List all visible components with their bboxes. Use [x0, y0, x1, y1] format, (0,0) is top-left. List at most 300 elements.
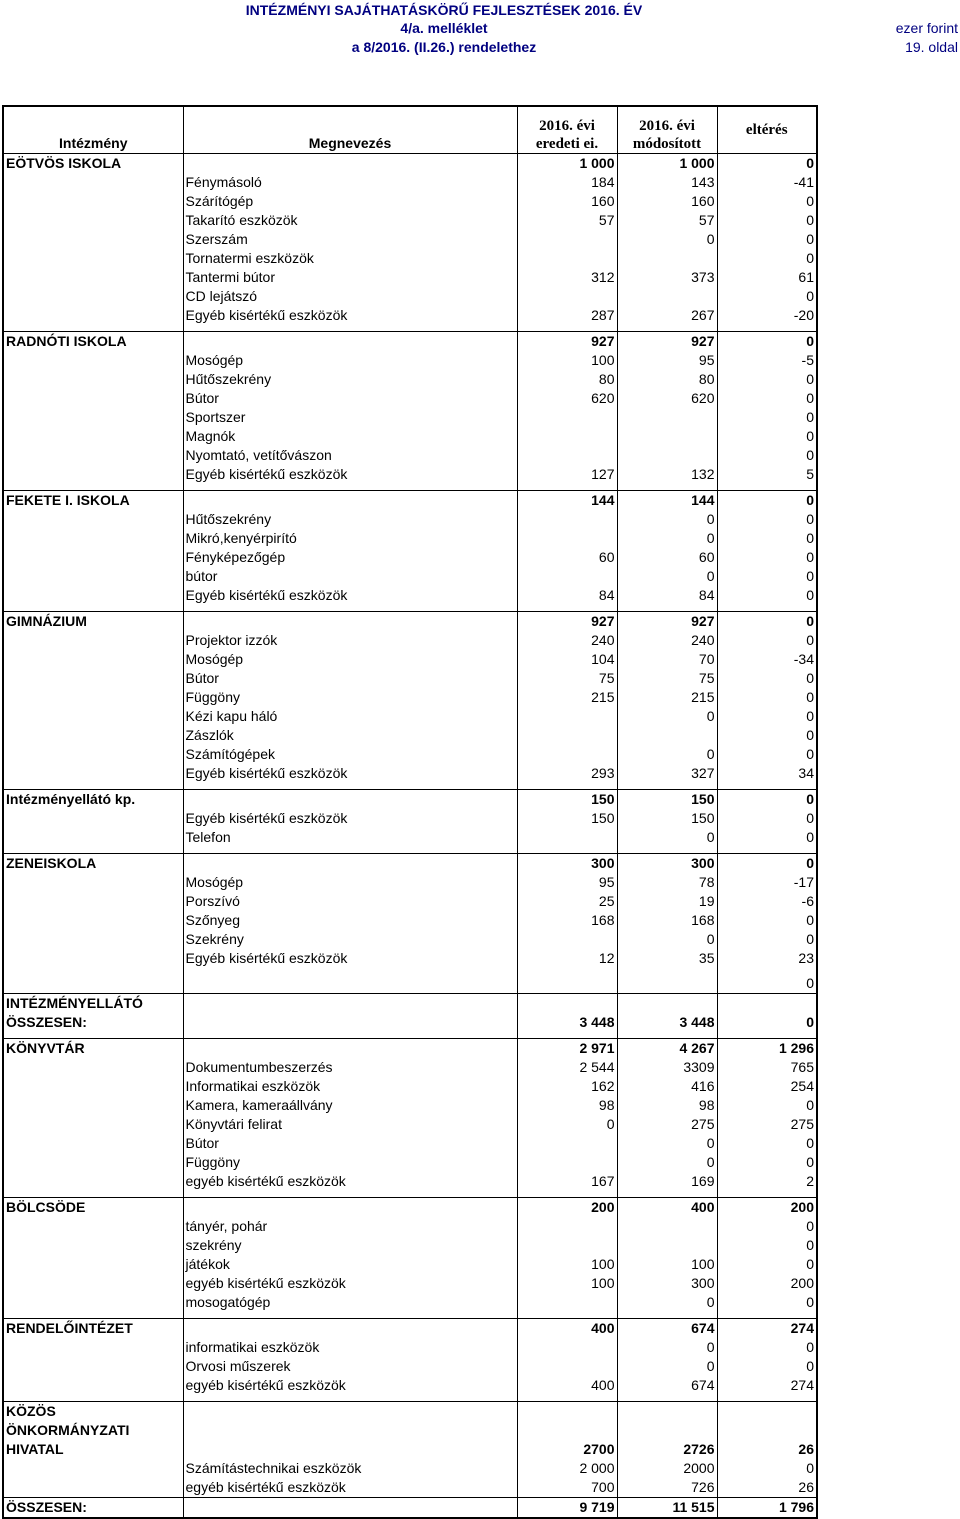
item-name: Zászlók: [183, 726, 517, 745]
difference-amount: 274: [717, 1319, 817, 1339]
item-original: [517, 446, 617, 465]
item-institution-blank: [3, 764, 183, 783]
item-original: [517, 529, 617, 548]
item-name: Egyéb kisértékű eszközök: [183, 586, 517, 605]
item-row: [3, 567, 817, 586]
item-name: Egyéb kisértékű eszközök: [183, 809, 517, 828]
subtotal-blank: [517, 974, 617, 994]
subtotal-name: [3, 994, 183, 1033]
difference-amount: 0: [717, 491, 817, 511]
item-row: [3, 1172, 817, 1191]
item-difference: 765: [717, 1058, 817, 1077]
item-row: [3, 586, 817, 605]
item-original: 400: [517, 1376, 617, 1395]
item-difference: 0: [717, 688, 817, 707]
item-original: [517, 1153, 617, 1172]
item-name: Sportszer: [183, 408, 517, 427]
item-modified: 168: [617, 911, 717, 930]
item-original: 0: [517, 1115, 617, 1134]
item-original: 2 544: [517, 1058, 617, 1077]
item-original: 57: [517, 211, 617, 230]
item-row: [3, 465, 817, 484]
item-difference: 274: [717, 1376, 817, 1395]
item-institution-blank: [3, 211, 183, 230]
item-row: [3, 1274, 817, 1293]
item-name: Porszívó: [183, 892, 517, 911]
item-row: [3, 1153, 817, 1172]
item-difference: -34: [717, 650, 817, 669]
item-name: Szerszám: [183, 230, 517, 249]
item-name: Orvosi műszerek: [183, 1357, 517, 1376]
item-name: CD lejátszó: [183, 287, 517, 306]
item-modified: [617, 1217, 717, 1236]
col-name-header: Megnevezés: [183, 106, 517, 154]
item-original: [517, 1236, 617, 1255]
item-difference: 275: [717, 1115, 817, 1134]
item-name: Egyéb kisértékű eszközök: [183, 465, 517, 484]
item-row: [3, 351, 817, 370]
item-name: Tornatermi eszközök: [183, 249, 517, 268]
item-institution-blank: [3, 631, 183, 650]
item-difference: 0: [717, 287, 817, 306]
item-name: Mikró,kenyérpirító: [183, 529, 517, 548]
item-name: bútor: [183, 567, 517, 586]
item-name: Telefon: [183, 828, 517, 847]
item-row: [3, 370, 817, 389]
item-name: Mosógép: [183, 351, 517, 370]
institution-blank: [183, 612, 517, 632]
item-row: [3, 268, 817, 287]
item-row: [3, 1217, 817, 1236]
item-modified: 150: [617, 809, 717, 828]
subtotal-blank: [617, 974, 717, 994]
item-difference: -20: [717, 306, 817, 325]
item-name: szekrény: [183, 1236, 517, 1255]
original-amount: 927: [517, 612, 617, 632]
table-header-row: [3, 106, 817, 154]
item-original: 215: [517, 688, 617, 707]
institution-name: BÖLCSÖDE: [3, 1198, 183, 1218]
item-difference: 0: [717, 1255, 817, 1274]
original-amount: 144: [517, 491, 617, 511]
item-name: Egyéb kisértékű eszközök: [183, 949, 517, 968]
item-original: 98: [517, 1096, 617, 1115]
item-difference: -41: [717, 173, 817, 192]
item-modified: 75: [617, 669, 717, 688]
item-original: [517, 230, 617, 249]
item-difference: 0: [717, 1357, 817, 1376]
original-amount: 1 000: [517, 154, 617, 174]
item-row: [3, 1058, 817, 1077]
item-name: informatikai eszközök: [183, 1338, 517, 1357]
item-modified: [617, 1236, 717, 1255]
item-original: [517, 510, 617, 529]
item-difference: 0: [717, 510, 817, 529]
institution-row: [3, 1319, 817, 1339]
item-original: [517, 249, 617, 268]
difference-amount: 0: [717, 854, 817, 874]
unit-label: ezer forint: [895, 20, 958, 36]
item-row: [3, 1077, 817, 1096]
item-original: 700: [517, 1478, 617, 1498]
item-difference: 0: [717, 192, 817, 211]
item-row: [3, 173, 817, 192]
item-modified: 0: [617, 828, 717, 847]
item-institution-blank: [3, 1338, 183, 1357]
subtotal-extra: 0: [717, 974, 817, 994]
item-difference: 34: [717, 764, 817, 783]
item-row: [3, 1293, 817, 1312]
original-amount: 2700: [517, 1402, 617, 1460]
item-modified: 98: [617, 1096, 717, 1115]
item-name: tányér, pohár: [183, 1217, 517, 1236]
item-modified: 215: [617, 688, 717, 707]
item-institution-blank: [3, 745, 183, 764]
item-difference: 254: [717, 1077, 817, 1096]
item-original: 104: [517, 650, 617, 669]
subtotal-name-line: ÖSSZESEN:: [6, 1014, 87, 1030]
item-difference: 0: [717, 389, 817, 408]
modified-amount: 1 000: [617, 154, 717, 174]
item-original: 25: [517, 892, 617, 911]
item-modified: 35: [617, 949, 717, 968]
item-difference: 0: [717, 1153, 817, 1172]
institution-name: FEKETE I. ISKOLA: [3, 491, 183, 511]
item-difference: 0: [717, 370, 817, 389]
item-institution-blank: [3, 809, 183, 828]
institution-name: [3, 1402, 183, 1460]
item-modified: [617, 408, 717, 427]
institution-row: [3, 790, 817, 810]
modified-amount: 300: [617, 854, 717, 874]
item-original: 168: [517, 911, 617, 930]
item-row: [3, 949, 817, 968]
item-difference: 0: [717, 446, 817, 465]
item-difference: 0: [717, 548, 817, 567]
item-institution-blank: [3, 389, 183, 408]
institution-row: [3, 1039, 817, 1059]
item-difference: 0: [717, 1134, 817, 1153]
item-institution-blank: [3, 446, 183, 465]
item-modified: 84: [617, 586, 717, 605]
item-modified: [617, 427, 717, 446]
item-modified: 100: [617, 1255, 717, 1274]
subtotal-blank: [183, 994, 517, 1033]
item-institution-blank: [3, 1096, 183, 1115]
item-modified: [617, 726, 717, 745]
item-original: [517, 1293, 617, 1312]
item-name: Hűtőszekrény: [183, 510, 517, 529]
item-modified: 132: [617, 465, 717, 484]
item-institution-blank: [3, 1134, 183, 1153]
item-row: [3, 211, 817, 230]
modified-amount: 4 267: [617, 1039, 717, 1059]
item-name: Egyéb kisértékű eszközök: [183, 764, 517, 783]
item-original: 100: [517, 1274, 617, 1293]
item-difference: 0: [717, 1459, 817, 1478]
item-row: [3, 427, 817, 446]
item-difference: 0: [717, 529, 817, 548]
item-institution-blank: [3, 828, 183, 847]
item-difference: 0: [717, 211, 817, 230]
subtotal-original: 3 448: [517, 994, 617, 1033]
item-modified: 78: [617, 873, 717, 892]
modified-amount: 927: [617, 612, 717, 632]
item-row: [3, 688, 817, 707]
difference-amount: 0: [717, 790, 817, 810]
item-modified: 674: [617, 1376, 717, 1395]
institution-blank: [183, 154, 517, 174]
institution-name: GIMNÁZIUM: [3, 612, 183, 632]
institution-blank: [183, 790, 517, 810]
item-original: [517, 930, 617, 949]
item-modified: 3309: [617, 1058, 717, 1077]
item-institution-blank: [3, 688, 183, 707]
item-modified: 0: [617, 1293, 717, 1312]
item-modified: 95: [617, 351, 717, 370]
institution-blank: [183, 1319, 517, 1339]
item-original: 184: [517, 173, 617, 192]
item-row: [3, 631, 817, 650]
item-modified: 0: [617, 930, 717, 949]
institution-blank: [183, 1198, 517, 1218]
institution-name-line: ÖNKORMÁNYZATI: [6, 1422, 130, 1438]
modified-amount: 2726: [617, 1402, 717, 1460]
item-modified: 60: [617, 548, 717, 567]
item-original: [517, 1338, 617, 1357]
item-name: Hűtőszekrény: [183, 370, 517, 389]
item-name: Szőnyeg: [183, 911, 517, 930]
item-difference: 61: [717, 268, 817, 287]
item-difference: 2: [717, 1172, 817, 1191]
original-amount: 200: [517, 1198, 617, 1218]
difference-amount: 200: [717, 1198, 817, 1218]
item-original: [517, 287, 617, 306]
item-institution-blank: [3, 230, 183, 249]
original-amount: 400: [517, 1319, 617, 1339]
item-difference: 0: [717, 631, 817, 650]
item-difference: 0: [717, 408, 817, 427]
item-name: mosogatógép: [183, 1293, 517, 1312]
item-modified: 19: [617, 892, 717, 911]
item-institution-blank: [3, 408, 183, 427]
item-difference: -5: [717, 351, 817, 370]
col-modified-header: 2016. évi módosított: [617, 106, 717, 154]
item-original: [517, 1357, 617, 1376]
item-name: Függöny: [183, 1153, 517, 1172]
item-institution-blank: [3, 465, 183, 484]
item-institution-blank: [3, 1293, 183, 1312]
item-name: Számítógépek: [183, 745, 517, 764]
institution-row: [3, 612, 817, 632]
modified-amount: 674: [617, 1319, 717, 1339]
original-amount: 2 971: [517, 1039, 617, 1059]
col-institution-header: Intézmény: [3, 106, 183, 154]
item-row: [3, 389, 817, 408]
item-original: 12: [517, 949, 617, 968]
item-modified: 169: [617, 1172, 717, 1191]
item-original: 150: [517, 809, 617, 828]
item-difference: 0: [717, 911, 817, 930]
item-name: Dokumentumbeszerzés: [183, 1058, 517, 1077]
item-name: Szárítógép: [183, 192, 517, 211]
total-original: 9 719: [517, 1498, 617, 1519]
item-original: [517, 567, 617, 586]
item-difference: 0: [717, 669, 817, 688]
subtotal-row: [3, 994, 817, 1033]
item-difference: 0: [717, 1217, 817, 1236]
item-modified: 416: [617, 1077, 717, 1096]
item-difference: 0: [717, 567, 817, 586]
item-row: [3, 1255, 817, 1274]
item-row: [3, 249, 817, 268]
item-modified: 240: [617, 631, 717, 650]
item-row: [3, 911, 817, 930]
item-name: Függöny: [183, 688, 517, 707]
item-original: [517, 408, 617, 427]
item-institution-blank: [3, 1376, 183, 1395]
item-institution-blank: [3, 1274, 183, 1293]
item-institution-blank: [3, 1153, 183, 1172]
item-original: 2 000: [517, 1459, 617, 1478]
item-name: Bútor: [183, 1134, 517, 1153]
modified-amount: 150: [617, 790, 717, 810]
item-modified: 275: [617, 1115, 717, 1134]
item-original: 620: [517, 389, 617, 408]
item-original: 100: [517, 1255, 617, 1274]
item-row: [3, 408, 817, 427]
item-name: Szekrény: [183, 930, 517, 949]
item-difference: 26: [717, 1478, 817, 1498]
item-row: [3, 669, 817, 688]
item-institution-blank: [3, 1058, 183, 1077]
item-row: [3, 764, 817, 783]
item-row: [3, 828, 817, 847]
item-row: [3, 873, 817, 892]
item-name: Bútor: [183, 669, 517, 688]
item-modified: 0: [617, 745, 717, 764]
institution-name: ZENEISKOLA: [3, 854, 183, 874]
institution-name: EÖTVÖS ISKOLA: [3, 154, 183, 174]
difference-amount: 1 296: [717, 1039, 817, 1059]
item-institution-blank: [3, 1236, 183, 1255]
item-institution-blank: [3, 586, 183, 605]
institution-row: [3, 1198, 817, 1218]
subtotal-blank: [3, 974, 183, 994]
original-amount: 927: [517, 332, 617, 352]
item-original: 75: [517, 669, 617, 688]
decree-label: a 8/2016. (II.26.) rendelethez: [351, 39, 537, 55]
item-name: egyéb kisértékű eszközök: [183, 1274, 517, 1293]
institution-row: [3, 332, 817, 352]
item-row: [3, 287, 817, 306]
item-institution-blank: [3, 529, 183, 548]
institution-name-line: HIVATAL: [6, 1441, 64, 1457]
item-difference: 0: [717, 1236, 817, 1255]
item-institution-blank: [3, 726, 183, 745]
item-institution-blank: [3, 707, 183, 726]
item-modified: 0: [617, 1338, 717, 1357]
item-modified: 620: [617, 389, 717, 408]
item-difference: 0: [717, 809, 817, 828]
page-header: [0, 0, 960, 60]
item-name: Mosógép: [183, 650, 517, 669]
item-name: Fénymásoló: [183, 173, 517, 192]
item-original: 312: [517, 268, 617, 287]
item-row: [3, 529, 817, 548]
item-original: 162: [517, 1077, 617, 1096]
item-original: [517, 427, 617, 446]
item-institution-blank: [3, 1217, 183, 1236]
item-row: [3, 1357, 817, 1376]
original-amount: 300: [517, 854, 617, 874]
total-label: ÖSSZESEN:: [3, 1498, 183, 1519]
institution-name: RADNÓTI ISKOLA: [3, 332, 183, 352]
item-institution-blank: [3, 949, 183, 968]
item-row: [3, 548, 817, 567]
item-institution-blank: [3, 351, 183, 370]
item-institution-blank: [3, 370, 183, 389]
item-row: [3, 510, 817, 529]
item-name: Magnók: [183, 427, 517, 446]
item-institution-blank: [3, 173, 183, 192]
difference-amount: 0: [717, 332, 817, 352]
item-name: egyéb kisértékű eszközök: [183, 1376, 517, 1395]
item-modified: 0: [617, 529, 717, 548]
item-name: Takarító eszközök: [183, 211, 517, 230]
kozos-row: [3, 1402, 817, 1460]
item-name: egyéb kisértékű eszközök: [183, 1478, 517, 1498]
item-modified: 160: [617, 192, 717, 211]
item-original: [517, 745, 617, 764]
difference-amount: 26: [717, 1402, 817, 1460]
item-institution-blank: [3, 650, 183, 669]
item-row: [3, 230, 817, 249]
subtotal-blank: [183, 974, 517, 994]
item-row: [3, 1096, 817, 1115]
item-modified: 0: [617, 1153, 717, 1172]
item-original: 60: [517, 548, 617, 567]
item-institution-blank: [3, 892, 183, 911]
item-original: 167: [517, 1172, 617, 1191]
item-difference: 0: [717, 427, 817, 446]
item-difference: 0: [717, 930, 817, 949]
modified-amount: 927: [617, 332, 717, 352]
institution-blank: [183, 1039, 517, 1059]
item-row: [3, 1236, 817, 1255]
item-original: [517, 726, 617, 745]
item-institution-blank: [3, 287, 183, 306]
total-difference: 1 796: [717, 1498, 817, 1519]
item-name: Projektor izzók: [183, 631, 517, 650]
institution-row: [3, 154, 817, 174]
subtotal-name-line: INTÉZMÉNYELLÁTÓ: [6, 995, 143, 1011]
item-original: 95: [517, 873, 617, 892]
total-blank: [183, 1498, 517, 1519]
item-institution-blank: [3, 268, 183, 287]
institution-blank: [183, 491, 517, 511]
item-institution-blank: [3, 1115, 183, 1134]
institution-blank: [183, 854, 517, 874]
item-row: [3, 930, 817, 949]
item-difference: 5: [717, 465, 817, 484]
modified-amount: 144: [617, 491, 717, 511]
item-row: [3, 1115, 817, 1134]
item-original: [517, 707, 617, 726]
difference-amount: 0: [717, 612, 817, 632]
item-modified: 0: [617, 230, 717, 249]
item-difference: 0: [717, 230, 817, 249]
